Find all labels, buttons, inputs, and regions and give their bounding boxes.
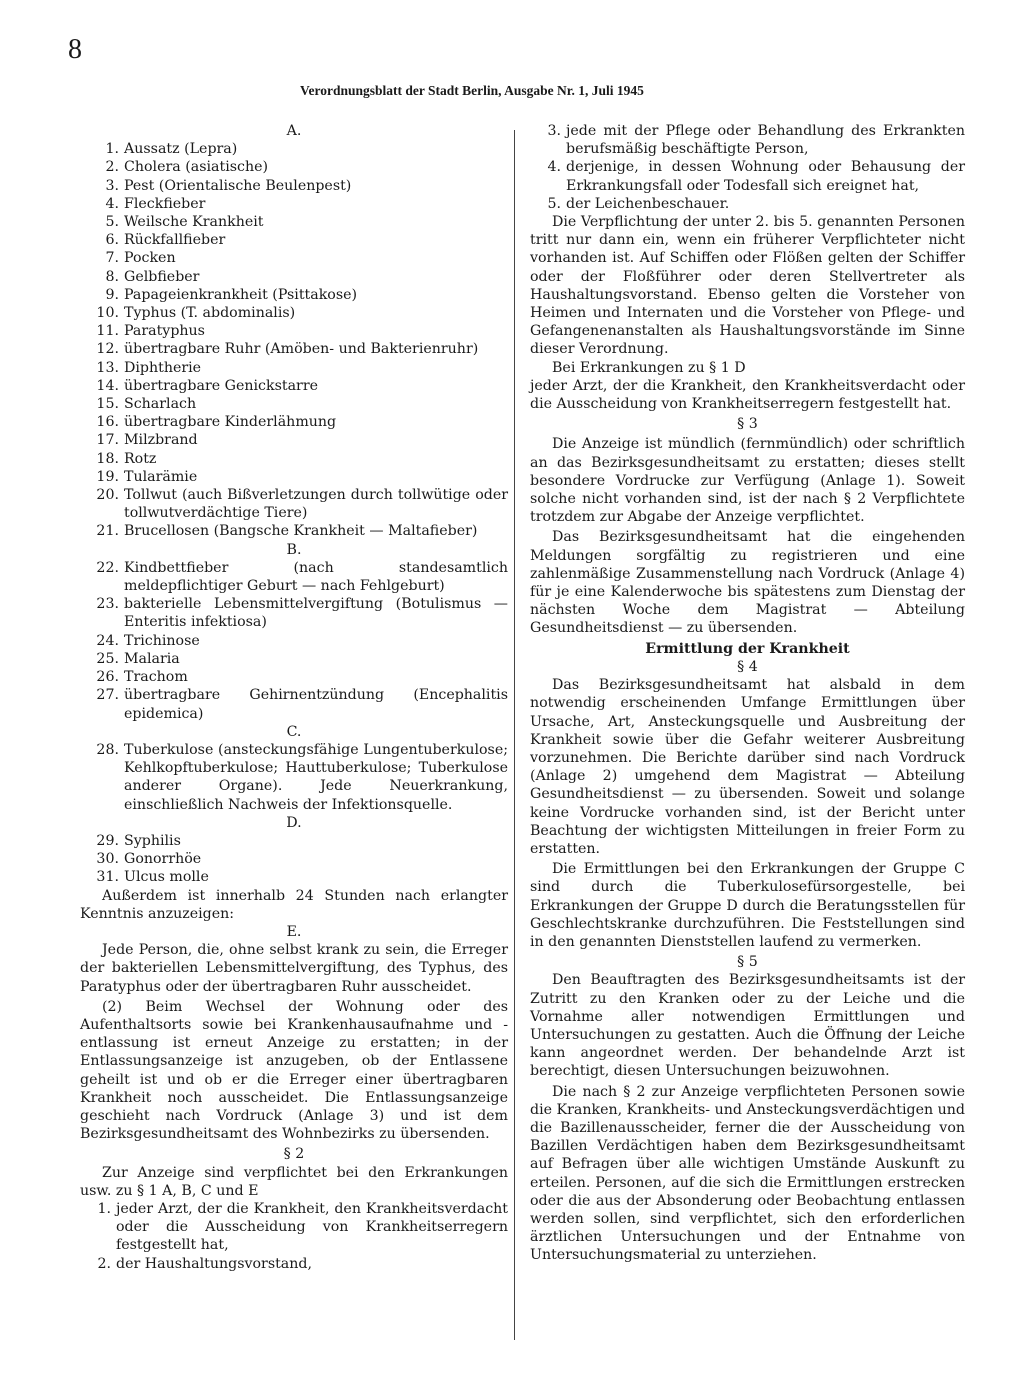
list-item-text: Milzbrand [124,432,198,449]
heading-d: D. [286,814,302,831]
list-item-number: 27. [96,687,119,704]
list-item-number: 3. [547,123,561,139]
list-item-text: Scharlach [124,396,197,413]
list-item-text: Gelbfieber [124,268,200,285]
paragraph-e: Jede Person, die, ohne selbst krank zu sein, die Erreger der bakteriellen Lebensmittelvergiftung, des Typhus, des Paratyphus oder der übertragbaren Ruhr ausscheidet. [80,942,508,995]
list-item-number: 3. [105,177,119,194]
list-item-number: 9. [105,286,119,303]
list-item-number: 26. [96,669,119,686]
list-item-text: Trichinose [124,632,200,649]
list-item-text: Typhus (T. abdominalis) [124,305,296,322]
list-item-number: 28. [96,741,119,758]
list-item-number: 30. [96,851,119,868]
paragraph-s4b: Die Ermittlungen bei den Erkrankungen der Gruppe C sind durch die Tuberkulosefürsorgestelle, bei Erkrankungen der Gruppe D durch die Beratungsstellen für Geschlechtskranke durchzuführen. Die Feststellungen sind in den genannten Dienststellen laufend zu vermerken. [530,861,965,950]
list-item [80,868,508,886]
list-item-number: 4. [547,159,561,176]
list-item-number: 21. [96,523,119,540]
list-item-text: übertragbare Genickstarre [124,377,318,394]
list-item-number: 10. [96,305,119,322]
list-item-text: Fleckfieber [124,195,206,212]
list-item-number: 5. [105,214,119,231]
list-item-number: 1. [105,141,119,158]
list-item-number: 22. [96,559,119,576]
list-item [530,122,965,158]
heading-c: C. [286,723,302,740]
list-item-text: der Leichenbeschauer. [566,195,730,212]
list-item-text: Aussatz (Lepra) [124,141,238,158]
list-item [80,140,508,158]
paragraph-arzt: jeder Arzt, der die Krankheit, den Krankheitsverdacht oder die Ausscheidung von Krankheitserregern festgestellt hat. [530,377,965,413]
list-item [80,650,508,668]
list-item-text: Paratyphus [124,323,205,340]
list-item [80,1255,508,1273]
list-item-number: 24. [96,632,119,649]
list-item-text: Kindbettfieber (nach standesamtlich meldepflichtiger Geburt — nach Fehlgeburt) [124,559,508,595]
list-item-text: Ulcus molle [124,869,209,886]
list-item-text: Weilsche Krankheit [124,214,264,231]
list-item-number: 29. [96,832,119,849]
list-item-number: 12. [96,341,119,358]
list-item-number: 14. [96,377,119,394]
list-item [80,268,508,286]
heading-e: E. [286,923,302,940]
list-item [80,177,508,195]
list-item-text: Papageienkrankheit (Psittakose) [124,286,358,303]
list-item [80,1200,508,1255]
heading-ermittlung: Ermittlung der Krankheit [645,640,850,657]
list-s2 [80,1200,508,1273]
heading-b: B. [286,541,302,558]
list-item-number: 2. [97,1255,111,1272]
list-item-number: 6. [105,232,119,249]
list-s2-continued [530,122,965,213]
list-item-number: 1. [97,1200,111,1217]
list-item [80,668,508,686]
list-item [530,195,965,213]
paragraph-s3b: Das Bezirksgesundheitsamt hat die eingehenden Meldungen sorgfältig zu registrieren und eine zahlenmäßige Zusammenstellung nach Vordruck (Anlage 4) für je eine Kalenderwoche bis spätestens zum Dienstag der nächsten Woche dem Magistrat — Abteilung Gesundheitsdienst — zu übersenden. [530,529,965,637]
list-item-text: übertragbare Ruhr (Amöben- und Bakterienruhr) [124,341,479,358]
list-item-number: 31. [96,869,119,886]
list-item [80,395,508,413]
list-item-number: 5. [547,195,561,212]
list-item [80,359,508,377]
list-item-text: Gonorrhöe [124,851,202,868]
list-item-number: 8. [105,268,119,285]
list-item-number: 19. [96,468,119,485]
list-item [80,431,508,449]
list-item-text: derjenige, in dessen Wohnung oder Behausung der Erkrankungsfall oder Todesfall sich ereignet hat, [566,159,965,194]
list-item [80,468,508,486]
list-item-number: 7. [105,250,119,267]
list-b [80,559,508,723]
section-2-heading: § 2 [283,1146,305,1163]
list-item [80,158,508,176]
list-item [80,195,508,213]
list-item-number: 16. [96,414,119,431]
list-item [80,304,508,322]
paragraph-pflicht: Die Verpflichtung der unter 2. bis 5. genannten Personen tritt nur dann ein, wenn ein früherer Verpflichteter nicht vorhanden ist. Auf Schiffen oder Flößen gelten der Schiffer oder der Floßführer oder deren Stellvertreter als Haushaltungsvorstand. Ebenso gelten die Vorsteher von Heimen und Internaten und die Vorsteher von Pflege- und Gefangenenanstalten als Haushaltungsvorstände im Sinne dieser Verordnung. [530,214,965,358]
list-d [80,832,508,887]
list-item-number: 20. [96,487,119,504]
list-item-text: Tollwut (auch Bißverletzungen durch tollwütige oder tollwutverdächtige Tiere) [124,487,508,522]
list-item-text: Tularämie [124,468,198,485]
section-5-heading: § 5 [737,954,758,971]
list-item-number: 25. [96,650,119,667]
list-item [80,522,508,540]
list-item [80,286,508,304]
list-item-text: Brucellosen (Bangsche Krankheit — Maltafieber) [124,523,478,540]
list-item [80,413,508,431]
list-c [80,741,508,814]
list-a [80,140,508,540]
list-item-number: 13. [96,359,119,376]
list-item-text: Tuberkulose (ansteckungsfähige Lungentuberkulose; Kehlkopftuberkulose; Hauttuberkulose; Tuberkulose anderer Organe). Jede Neuerkrankung, einschließlich Nachweis der Infektionsquelle. [124,741,508,813]
list-item [80,559,508,595]
list-item [80,231,508,249]
list-item-text: übertragbare Kinderlähmung [124,414,337,431]
list-item-text: übertragbare Gehirnentzündung (Encephalitis epidemica) [124,687,508,722]
list-item [80,340,508,358]
list-item-text: Malaria [124,650,180,667]
list-item-text: Rückfallfieber [124,232,226,249]
list-item [80,377,508,395]
list-item-number: 18. [96,450,119,467]
list-item-number: 15. [96,396,119,413]
paragraph-s5a: Den Beauftragten des Bezirksgesundheitsamts ist der Zutritt zu den Kranken oder zu der Leiche und die Vornahme aller notwendigen Ermittlungen und Untersuchungen zu gestatten. Auch die Öffnung der Leiche kann angeordnet werden. Der behandelnde Arzt ist berechtigt, diesen Untersuchungen beizuwohnen. [530,972,965,1080]
list-item [80,249,508,267]
list-item [80,741,508,814]
list-item [80,632,508,650]
right-column [530,122,965,1265]
list-item-number: 17. [96,432,119,449]
list-item-number: 11. [96,323,119,340]
list-item-text: jeder Arzt, der die Krankheit, den Krankheitsverdacht oder die Ausscheidung von Krankheitserregern festgestellt hat, [116,1200,508,1254]
list-item-text: Syphilis [124,832,181,849]
list-item [80,450,508,468]
running-title: Verordnungsblatt der Stadt Berlin, Ausgabe Nr. 1, Juli 1945 [300,83,644,98]
paragraph-s5b: Die nach § 2 zur Anzeige verpflichteten Personen sowie die Kranken, Krankheits- und Ansteckungsverdächtigen und die Bazillenausscheider, ferner die der Ausscheidung von Bazillen Verdächtigen haben dem Bezirksgesundheitsamt auf Befragen über alle wichtigen Umstände Auskunft zu erteilen. Personen, auf die sich die Ermittlungen erstrecken oder die aus der Absonderung oder Beobachtung entlassen werden sollen, sind verpflichtet, sich den erforderlichen ärztlichen Untersuchungen und der Entnahme von Untersuchungsmaterial zu unterziehen. [530,1083,965,1264]
paragraph-s2: Zur Anzeige sind verpflichtet bei den Erkrankungen usw. zu § 1 A, B, C und E [80,1164,508,1199]
column-divider [514,130,515,1340]
list-item-text: Diphtherie [124,359,202,376]
page-number: 8 [68,34,82,65]
section-3-heading: § 3 [737,416,758,433]
heading-a: A. [286,123,302,139]
list-item [80,595,508,631]
list-item [80,486,508,522]
list-item-text: Pocken [124,250,176,267]
list-item-text: Rotz [124,450,157,467]
list-item-text: bakterielle Lebensmittelvergiftung (Botulismus — Enteritis infektiosa) [124,596,508,631]
paragraph-ausserdem: Außerdem ist innerhalb 24 Stunden nach erlangter Kenntnis anzuzeigen: [80,887,508,922]
list-item [80,850,508,868]
list-item [80,686,508,722]
list-item-text: jede mit der Pflege oder Behandlung des Erkrankten berufsmäßig beschäftigte Person, [566,123,965,158]
left-column [80,122,508,1273]
list-item [80,213,508,231]
list-item-number: 4. [105,195,119,212]
paragraph-bei: Bei Erkrankungen zu § 1 D [552,359,746,376]
list-item-text: der Haushaltungsvorstand, [116,1255,312,1272]
list-item [530,158,965,194]
paragraph-s4a: Das Bezirksgesundheitsamt hat alsbald in dem notwendig erscheinenden Umfange Ermittlungen über Ursache, Art, Ansteckungsquelle und Ausbreitung der Krankheit sowie über die Gefahr weiterer Ausbreitung vorzunehmen. Die Berichte darüber sind nach Vordruck (Anlage 2) umgehend dem Magistrat — Abteilung Gesundheitsdienst — zu übersenden. Soweit und solange keine Vordrucke vorhanden sind, ist der Bericht unter Beachtung der wichtigsten Mitteilungen in freier Form zu erstatten. [530,677,965,857]
list-item [80,832,508,850]
paragraph-s3a: Die Anzeige ist mündlich (fernmündlich) oder schriftlich an das Bezirksgesundheitsamt zu erstatten; dieses stellt besondere Vordrucke zur Verfügung (Anlage 1). Soweit solche nicht vorhanden sind, ist der nach § 2 Verpflichtete trotzdem zur Abgabe der Anzeige verpflichtet. [530,436,965,526]
list-item-text: Cholera (asiatische) [124,159,269,176]
section-4-heading: § 4 [737,658,758,675]
list-item-number: 2. [105,159,119,176]
list-item-number: 23. [96,596,119,613]
paragraph-2: (2) Beim Wechsel der Wohnung oder des Aufenthaltsorts sowie bei Krankenhausaufnahme und -entlassung ist erneut Anzeige zu erstatten; in der Entlassungsanzeige ist anzugeben, ob der Entlassene geheilt ist und ob er die Erreger einer übertragbaren Krankheit noch ausscheidet. Die Entlassungsanzeige geschieht nach Vordruck (Anlage 3) und ist dem Bezirksgesundheitsamt des Wohnbezirks zu übersenden. [80,998,508,1143]
list-item-text: Trachom [124,669,188,686]
list-item [80,322,508,340]
list-item-text: Pest (Orientalische Beulenpest) [124,177,352,194]
